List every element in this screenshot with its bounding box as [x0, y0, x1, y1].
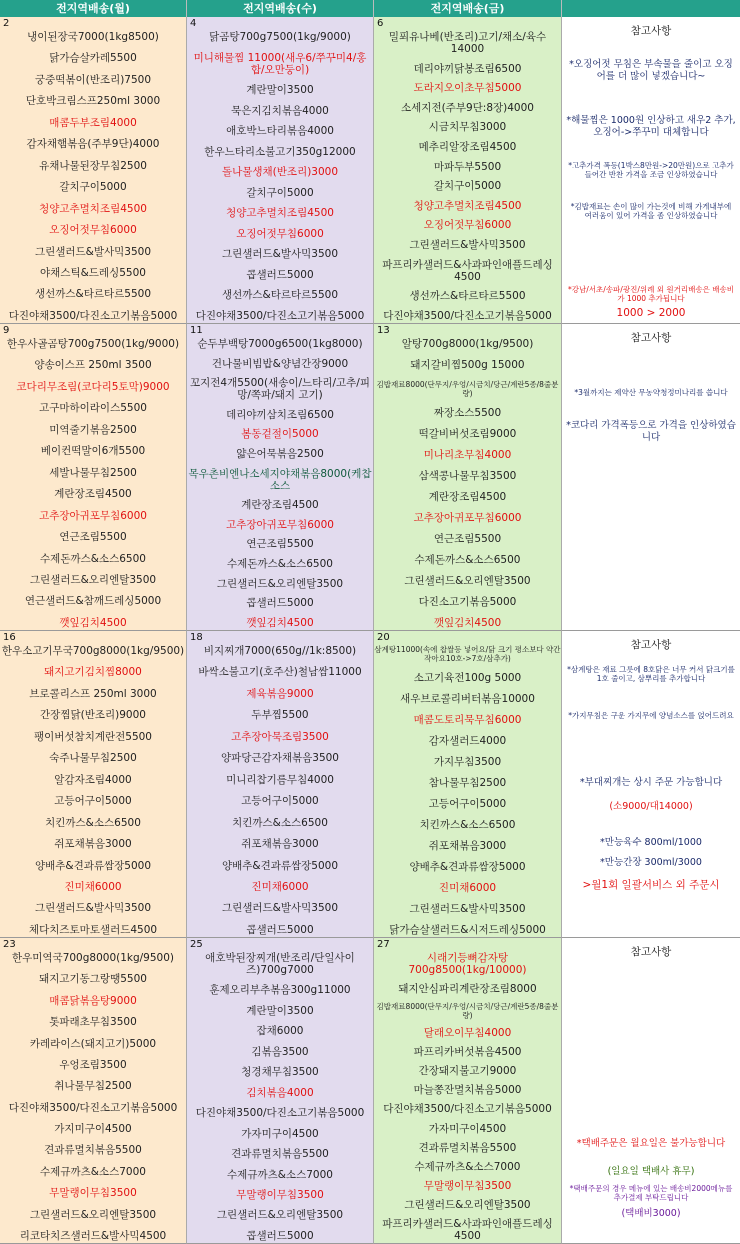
- note-text: *고추가격 폭등(1박스8만원->20만원)으로 고추가 들어간 반찬 가격을 조금 인상하였습니다: [568, 161, 734, 179]
- day-date: 18: [190, 632, 203, 643]
- menu-item: 떡갈비버섯조림9000: [418, 428, 517, 440]
- menu-item: 콥샐러드5000: [246, 597, 314, 610]
- day-date: 16: [3, 632, 16, 643]
- menu-item: 오징어젓무침6000: [236, 227, 324, 240]
- menu-item: 쥐포채볶음3000: [54, 838, 132, 851]
- day-block: [374, 631, 562, 938]
- menu-item: 목우촌비엔나소세지야채볶음8000(케찹소스: [188, 467, 372, 492]
- menu-item: 가자미구이4500: [241, 1127, 319, 1140]
- menu-item: 미니리찹기름무침4000: [226, 773, 334, 786]
- menu-item: 데리야끼닭봉조림6500: [413, 62, 522, 75]
- menu-item: 갈치구이5000: [433, 180, 502, 193]
- header-wednesday: 전지역배송(수): [187, 0, 374, 17]
- menu-item: 고추장아귀포무침6000: [39, 509, 147, 522]
- day-block: [0, 324, 187, 631]
- menu-item: 비지찌개7000(650g//1k:8500): [203, 645, 357, 657]
- header-friday: 전지역배송(금): [374, 0, 562, 17]
- menu-item: 마파두부5500: [433, 160, 502, 173]
- menu-item: 양파당근감자채볶음3500: [220, 752, 339, 765]
- day-block: [0, 938, 187, 1244]
- day-block: [0, 17, 187, 324]
- menu-item: 리코타치즈샐러드&발사믹4500: [19, 1229, 167, 1242]
- menu-item: 계란말이3500: [246, 1004, 314, 1017]
- menu-item: 무말랭이무침3500: [236, 1188, 324, 1201]
- menu-item: 깻잎김치4500: [433, 617, 502, 629]
- menu-item: 한우사골곰탕700g7500(1kg/9000): [6, 338, 180, 350]
- menu-item: 냉이된장국7000(1kg8500): [27, 31, 159, 43]
- menu-item: 치킨까스&소스6500: [45, 816, 141, 829]
- day-block: [374, 17, 562, 324]
- menu-item: 밀푀유나베(반조리)고기/채소/육수 14000: [388, 31, 547, 55]
- menu-item: 그린샐러드&오리엔탈3500: [216, 577, 344, 590]
- menu-item: 다진야채3500/다진소고기볶음5000: [383, 309, 552, 322]
- menu-item: 고추장아귀포무침6000: [226, 518, 334, 531]
- menu-item: 진미채6000: [251, 880, 309, 893]
- menu-item: 파프리카샐러드&사과파인애플드레싱 4500: [382, 1217, 553, 1242]
- menu-item: 견과류멸치볶음5500: [231, 1148, 329, 1161]
- day-date: 27: [377, 939, 390, 950]
- menu-item: 오징어젓무침6000: [49, 224, 137, 237]
- note-text: *강남/서초/송파/광진/위례 외 원거리배송은 배송비가 1000 추가됩니다: [568, 285, 734, 303]
- menu-list: [187, 338, 373, 629]
- menu-item: 참나물무침2500: [428, 777, 507, 789]
- menu-item: 다진야채3500/다진소고기볶음5000: [195, 1107, 365, 1120]
- note-text: *김밥재료는 손이 많이 가는것에 비해 가게내부에 여러움이 있어 가격을 좀 인상하였습니다: [570, 202, 732, 220]
- menu-item: 닭가슴살카레5500: [49, 52, 137, 65]
- day-date: 20: [377, 632, 390, 643]
- menu-item: 가지미구이4500: [54, 1123, 132, 1135]
- menu-item: 궁중떡볶이(반조리)7500: [34, 73, 152, 86]
- menu-list: [0, 952, 186, 1242]
- menu-item: 돼지갈비찜500g 15000: [410, 359, 525, 371]
- notes-block: [562, 324, 740, 631]
- day-block: [187, 938, 374, 1244]
- menu-item: 청양고추멸치조림4500: [39, 202, 147, 215]
- note-text: (일요일 택배사 휴무): [607, 1166, 695, 1177]
- notes-title: 참고사항: [630, 639, 672, 651]
- menu-item: 봄동겉절이5000: [241, 428, 319, 441]
- menu-item: 계란장조림4500: [428, 491, 507, 503]
- note-text: *택배주문은 월요일은 불가능합니다: [576, 1138, 726, 1149]
- day-date: 4: [190, 18, 197, 29]
- menu-list: [187, 31, 373, 322]
- menu-item: 그린샐러드&발사믹3500: [221, 248, 339, 261]
- menu-list: [374, 952, 561, 1242]
- note-text: (택배비3000): [621, 1208, 681, 1219]
- note-text: *택배주문의 경우 메뉴에 있는 배송비2000메뉴를 추가결제 부탁드립니다: [569, 1184, 733, 1202]
- menu-item: 새우브로콜리버터볶음10000: [400, 693, 535, 705]
- notes-title: 참고사항: [630, 332, 672, 344]
- menu-item: 콥샐러드5000: [246, 268, 314, 281]
- menu-item: 돌나물생채(반조리)3000: [221, 166, 339, 179]
- menu-item: 한우미역국700g8000(1kg/9500): [11, 952, 175, 964]
- menu-item: 청경채무침3500: [241, 1066, 319, 1079]
- menu-item: 순두부백탕7000g6500(1kg8000): [197, 338, 363, 350]
- menu-item: 쥐포채볶음3000: [241, 838, 319, 851]
- menu-item: 그린샐러드&오리엔탈3500: [29, 573, 157, 586]
- notes-title: 참고사항: [630, 25, 672, 37]
- menu-item: 김밥재료8000(단무지/우엉/시금치/당근/계란5종/8줄분량): [376, 1002, 559, 1021]
- menu-item: 그린샐러드&발사믹3500: [34, 902, 152, 915]
- menu-list: [0, 31, 186, 322]
- menu-item: 생선까스&타르타르5500: [34, 288, 152, 301]
- menu-item: 미역줄기볶음2500: [49, 423, 137, 436]
- menu-item: 견과류멸치볶음5500: [418, 1141, 517, 1154]
- menu-item: 수제돈까스&소스6500: [40, 552, 146, 565]
- note-text: 1000 > 2000: [616, 307, 686, 319]
- menu-item: 견과류멸치볶음5500: [44, 1144, 142, 1157]
- menu-item: 갈치구이5000: [246, 186, 314, 199]
- menu-item: 김볶음3500: [251, 1045, 309, 1058]
- menu-item: 쥐포채볶음3000: [428, 840, 507, 852]
- menu-item: 계란장조림4500: [241, 499, 319, 512]
- menu-item: 다진소고기볶음5000: [418, 596, 517, 608]
- menu-item: 고추장아귀포무침6000: [413, 512, 522, 524]
- note-text: *삼계탕은 재료 그릇에 8호닭은 너무 커서 닭크기를 1호 줄이고, 삼뿌리를 추가합니다: [567, 665, 735, 683]
- menu-item: 달래오이무침4000: [423, 1027, 512, 1040]
- menu-item: 고추장아묵조림3500: [231, 730, 329, 743]
- menu-item: 취나물무침2500: [54, 1080, 132, 1093]
- menu-item: 애호박된장찌개(반조리/단일사이즈)700g7000: [205, 952, 355, 976]
- menu-item: 그린샐러드&발사믹3500: [34, 245, 152, 258]
- menu-item: 고등어구이5000: [428, 798, 507, 810]
- menu-list: [374, 645, 561, 936]
- menu-item: 매콤두부조림4000: [49, 116, 137, 129]
- note-text: *해물찜은 1000원 인상하고 새우2 추가, 오징어->쭈꾸미 대체합니다: [566, 115, 736, 138]
- menu-item: 시금치무침3000: [428, 121, 507, 134]
- menu-item: 미니해물찜 11000(새우6/쭈꾸미4/홍합/오만둥이): [193, 51, 367, 76]
- menu-item: 콥샐러드5000: [246, 1229, 314, 1242]
- menu-item: 매콤도토리묵무침6000: [413, 714, 522, 726]
- menu-item: 훈제오리부추볶음300g11000: [209, 984, 351, 997]
- day-date: 11: [190, 325, 203, 336]
- menu-item: 돼지고기김치찜8000: [44, 666, 142, 679]
- day-block: [374, 938, 562, 1244]
- notes-block: [562, 631, 740, 938]
- menu-item: 알감자조림4000: [54, 773, 132, 786]
- day-block: [374, 324, 562, 631]
- menu-item: 연근조림5500: [59, 531, 127, 544]
- menu-item: 소세지전(주부9단:8장)4000: [401, 101, 534, 114]
- menu-item: 생선까스&타르타르5500: [409, 290, 526, 303]
- notes-title: 참고사항: [630, 946, 672, 958]
- menu-item: 계란말이3500: [246, 84, 314, 97]
- notes-block: [562, 17, 740, 324]
- menu-item: 팽이버섯참치계란전5500: [33, 730, 152, 743]
- note-text: >월1회 일괄서비스 외 주문시: [582, 879, 720, 891]
- menu-list: [187, 645, 373, 936]
- menu-item: 그린샐러드&오리엔탈3500: [404, 1198, 531, 1211]
- menu-item: 그린샐러드&발사믹3500: [221, 902, 339, 915]
- menu-item: 체다치즈토마토샐러드4500: [28, 923, 158, 936]
- menu-item: 돼지안심파리계란장조림8000: [398, 983, 537, 996]
- menu-item: 세발나물무침2500: [49, 466, 137, 479]
- menu-item: 김밥재료8000(단무지/우엉/시금치/당근/계란5종/8줄분량): [376, 380, 559, 398]
- menu-item: 유채나물된장무침2500: [39, 159, 147, 172]
- menu-item: 양배추&견과류쌈장5000: [34, 859, 152, 872]
- menu-item: 청양고추멸치조림4500: [413, 199, 522, 212]
- menu-item: 연근샐러드&참깨드레싱5000: [24, 595, 162, 608]
- menu-item: 그린샐러드&오리엔탈3500: [29, 1208, 157, 1221]
- menu-item: 삼계탕11000(속에 찹쌀등 넣어요/닭 크기 평소보다 약간작아요10호->7호/삼추가): [374, 645, 561, 663]
- note-text: *오징어젓 무침은 부속물을 줄이고 오징어를 더 많이 넣겠습니다~: [569, 59, 733, 82]
- menu-item: 콥샐러드5000: [246, 923, 314, 936]
- menu-item: 수제규까츠&소스7000: [40, 1165, 146, 1178]
- menu-item: 톳파래초무침3500: [49, 1016, 137, 1029]
- menu-item: 소고기육전100g 5000: [413, 672, 522, 684]
- menu-list: [374, 338, 561, 629]
- menu-item: 야채스틱&드레싱5500: [40, 266, 146, 279]
- menu-item: 생선까스&타르타르5500: [221, 289, 339, 302]
- day-date: 9: [3, 325, 10, 336]
- menu-item: 다진야채3500/다진소고기볶음5000: [8, 1101, 178, 1114]
- menu-item: 다진야채3500/다진소고기볶음5000: [195, 309, 365, 322]
- menu-item: 수제규까츠&소스7000: [227, 1168, 333, 1181]
- menu-item: 양송이스프 250ml 3500: [34, 359, 152, 372]
- menu-item: 데리야끼삼치조림6500: [226, 408, 334, 421]
- day-date: 25: [190, 939, 203, 950]
- menu-item: 진미채6000: [64, 880, 122, 893]
- menu-item: 돼지고기동그랑땡5500: [39, 973, 147, 986]
- menu-item: 마늘쫑잔멸치볶음5000: [413, 1084, 522, 1097]
- menu-item: 가지무침3500: [433, 756, 502, 768]
- menu-item: 꼬지전4개5500(새송이/느타리/고추/피망/쪽파/돼지 고기): [190, 377, 370, 402]
- menu-item: 다진야채3500/다진소고기볶음5000: [383, 1103, 552, 1116]
- menu-item: 진미채6000: [438, 882, 497, 894]
- menu-item: 코다리무조림(코다리5토막)9000: [16, 380, 170, 393]
- menu-item: 깻잎김치4500: [246, 616, 314, 629]
- header-blank: [562, 0, 740, 17]
- menu-item: 우엉조림3500: [59, 1058, 127, 1071]
- menu-item: 잡채6000: [256, 1025, 304, 1038]
- menu-item: 카레라이스(돼지고기)5000: [29, 1037, 157, 1050]
- menu-item: 가자미구이4500: [428, 1122, 507, 1135]
- menu-item: 무말랭이무침3500: [423, 1179, 512, 1192]
- menu-item: 베이컨떡말이6개5500: [40, 445, 146, 458]
- day-block: [187, 631, 374, 938]
- menu-item: 도라지오이초무침5000: [413, 82, 522, 95]
- menu-item: 김치볶음4000: [246, 1086, 314, 1099]
- day-date: 2: [3, 18, 10, 29]
- note-text: *부대찌개는 상시 주문 가능합니다: [579, 777, 723, 788]
- menu-item: 짜장소스5500: [433, 407, 502, 419]
- menu-list: [187, 952, 373, 1242]
- menu-item: 브로콜리스프 250ml 3000: [29, 687, 157, 700]
- menu-item: 메추리알장조림4500: [418, 141, 517, 154]
- menu-item: 양배추&견과류쌈장5000: [409, 861, 526, 873]
- menu-list: [0, 645, 186, 936]
- menu-item: 다진야채3500/다진소고기볶음5000: [8, 309, 178, 322]
- menu-item: 계란장조림4500: [54, 488, 132, 501]
- menu-item: 치킨까스&소스6500: [232, 816, 328, 829]
- menu-item: 닭가슴살샐러드&시저드레싱5000: [389, 924, 546, 936]
- menu-item: 묵은지김치볶음4000: [231, 104, 329, 117]
- menu-item: 미나리초무침4000: [423, 449, 512, 461]
- menu-item: 한우소고기무국700g8000(1kg/9500): [1, 645, 185, 657]
- menu-item: 치킨까스&소스6500: [419, 819, 516, 831]
- menu-item: 그린샐러드&발사믹3500: [409, 239, 526, 252]
- menu-item: 제육볶음9000: [246, 687, 314, 700]
- menu-item: 바싹소불고기(호주산)철남쌈11000: [198, 666, 362, 679]
- menu-item: 무말랭이무침3500: [49, 1187, 137, 1200]
- menu-item: 간장찜닭(반조리)9000: [40, 709, 146, 722]
- menu-item: 단호박크림스프250ml 3000: [25, 95, 161, 108]
- menu-item: 청양고추멸치조림4500: [226, 207, 334, 220]
- menu-item: 감자채햄볶음(주부9단)4000: [26, 138, 160, 151]
- day-block: [187, 17, 374, 324]
- menu-item: 닭곰탕700g7500(1kg/9000): [209, 31, 351, 43]
- menu-item: 파프리카샐러드&사과파인애플드레싱 4500: [382, 258, 553, 283]
- menu-item: 그린샐러드&오리엔탈3500: [216, 1209, 344, 1222]
- note-text: *코다리 가격폭등으로 가격을 인상하였습니다: [566, 420, 736, 443]
- menu-item: 수제규까츠&소스7000: [414, 1160, 521, 1173]
- menu-item: 고구마하이라이스5500: [39, 402, 147, 415]
- menu-item: 알탕700g8000(1kg/9500): [401, 338, 534, 350]
- menu-item: 양배추&견과류쌈장5000: [221, 859, 339, 872]
- note-text: (소9000/대14000): [609, 801, 693, 812]
- day-date: 23: [3, 939, 16, 950]
- menu-item: 건나물비빔밥&양념간장9000: [211, 357, 349, 370]
- menu-item: 애호박느타리볶음4000: [226, 125, 334, 138]
- menu-item: 갈치구이5000: [59, 181, 127, 194]
- menu-item: 숙주나물무침2500: [49, 752, 137, 765]
- menu-item: 한우느타리소불고기350g12000: [204, 145, 356, 158]
- menu-item: 연근조림5500: [433, 533, 502, 545]
- header-monday: 전지역배송(월): [0, 0, 187, 17]
- menu-list: [374, 31, 561, 322]
- day-date: 13: [377, 325, 390, 336]
- menu-item: 시래기등뼈감자탕 700g8500(1kg/10000): [408, 952, 527, 976]
- menu-item: 두부찜5500: [251, 709, 309, 722]
- note-text: *3월까지는 제약산 무농약청정미나리를 씁니다: [574, 388, 728, 397]
- menu-item: 간장돼지불고기9000: [418, 1065, 517, 1078]
- menu-item: 수제돈까스&소스6500: [414, 554, 521, 566]
- menu-item: 파프리카버섯볶음4500: [413, 1046, 522, 1059]
- notes-block: [562, 938, 740, 1244]
- menu-item: 그린샐러드&발사믹3500: [409, 903, 526, 915]
- note-text: *만능육수 800ml/1000: [600, 837, 702, 848]
- menu-item: 고등어구이5000: [241, 795, 319, 808]
- note-text: *만능간장 300ml/3000: [600, 857, 702, 868]
- day-block: [0, 631, 187, 938]
- menu-item: 얇은어묵볶음2500: [236, 448, 324, 461]
- menu-item: 그린샐러드&오리엔탈3500: [404, 575, 531, 587]
- note-text: *가지무침은 구운 가지무에 양념소스를 얹어드려요: [568, 711, 734, 720]
- menu-item: 삼색콩나물무침3500: [418, 470, 517, 482]
- menu-item: 깻잎김치4500: [59, 616, 127, 629]
- menu-item: 오징어젓무침6000: [423, 219, 512, 232]
- menu-item: 매콤닭볶음탕9000: [49, 994, 137, 1007]
- menu-item: 연근조림5500: [246, 538, 314, 551]
- menu-item: 수제돈까스&소스6500: [227, 558, 333, 571]
- day-block: [187, 324, 374, 631]
- menu-item: 고등어구이5000: [54, 795, 132, 808]
- menu-item: 감자샐러드4000: [428, 735, 507, 747]
- menu-list: [0, 338, 186, 629]
- day-date: 6: [377, 18, 384, 29]
